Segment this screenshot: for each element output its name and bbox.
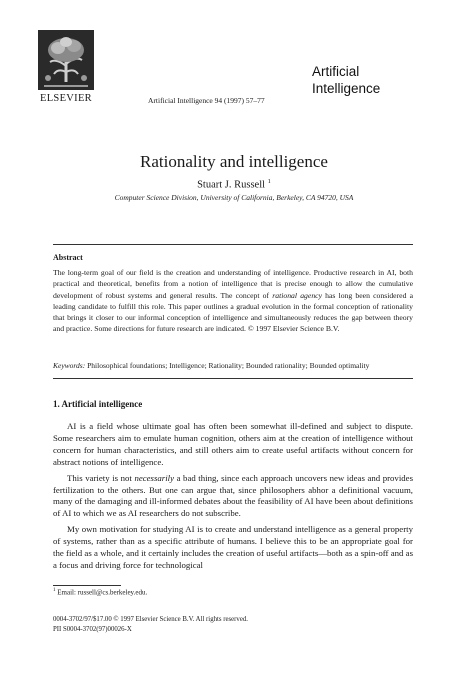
keywords-text: Philosophical foundations; Intelligence; Rationality; Bounded rationality; Bounded optimality — [85, 361, 370, 370]
paragraph-2 — [53, 473, 413, 521]
abstract-bottom-rule — [53, 378, 413, 379]
paragraph-2-italic: necessarily — [134, 472, 175, 483]
keywords-label: Keywords: — [53, 361, 86, 370]
affiliation: Computer Science Division, University of California, Berkeley, CA 94720, USA — [114, 193, 354, 202]
footnote-text: Email: russell@cs.berkeley.edu. — [57, 588, 148, 597]
paragraph-1: AI is a field whose ultimate goal has often been somewhat ill-defined and subject to dispute. Some researchers aim to emulate human cognition, others aim at the creation of intelligence without concern for human characteristics, and still others aim to create useful artifacts without concern for abstract notions of intelligence. — [53, 421, 413, 467]
journal-name-line-1: Artificial — [312, 64, 360, 79]
footnote — [53, 588, 147, 596]
abstract-body — [53, 267, 413, 335]
copyright-block — [53, 615, 248, 635]
elsevier-tree-icon — [36, 28, 96, 92]
paragraph-2-start: This variety is not — [67, 472, 135, 483]
abstract-top-rule — [53, 244, 413, 245]
body-text — [53, 421, 413, 576]
author-name: Stuart J. Russell — [197, 179, 266, 191]
keywords — [53, 361, 413, 370]
footnote-rule — [53, 585, 121, 586]
footnote-mark: 1 — [53, 588, 56, 593]
copyright-line-2: PII S0004-3702(97)00026-X — [53, 626, 132, 633]
section-heading: 1. Artificial intelligence — [53, 399, 143, 409]
paper-title: Rationality and intelligence — [140, 152, 328, 171]
paragraph-3: My own motivation for studying AI is to create and understand intelligence as a general property of systems, rather than as a specific attribute of humans. I believe this to be an appropriate goal for the field as a whole, and it certainly includes the creation of useful artifacts—both as a spin-off and as a focus and driving force for technological — [53, 524, 413, 570]
copyright-line-1: 0004-3702/97/$17.00 © 1997 Elsevier Science B.V. All rights reserved. — [53, 616, 248, 623]
publisher-name: ELSEVIER — [40, 93, 92, 104]
abstract-heading: Abstract — [53, 253, 83, 262]
abstract-italic-term: rational agency — [272, 290, 322, 300]
author-line — [0, 178, 468, 191]
journal-name-line-2: Intelligence — [312, 81, 381, 96]
journal-name — [312, 63, 420, 97]
author-footnote-mark: 1 — [267, 178, 271, 185]
citation-line: Artificial Intelligence 94 (1997) 57–77 — [148, 96, 265, 105]
abstract-text-start: The long-term goal of our field is the creation and understanding of intelligence. Productive research in AI, both practical and theoretical, benefits from a notion of intelligence that is precise enough to allow the cumulative development of robust systems and general results. The concept of — [53, 268, 413, 300]
paragraph-2-end: a bad thing, since each approach uncovers new ideas and provides fertilization to the others. But one can argue that, since philosophers abhor a definitional vacuum, many of the damaging and ill-informed debates about the feasibility of AI have been about definitions of AI to which we as AI researchers do not subscribe. — [53, 472, 414, 519]
abstract-text-end: has long been considered a leading candidate to fulfill this role. This paper outlines a gradual evolution in the formal conception of rationality that brings it closer to our informal conception of intelligence and simultaneously reduces the gap between theory and practice. Some directions for future research are indicated. © 1997 Elsevier Science B.V. — [53, 290, 413, 334]
elsevier-logo — [30, 28, 102, 104]
